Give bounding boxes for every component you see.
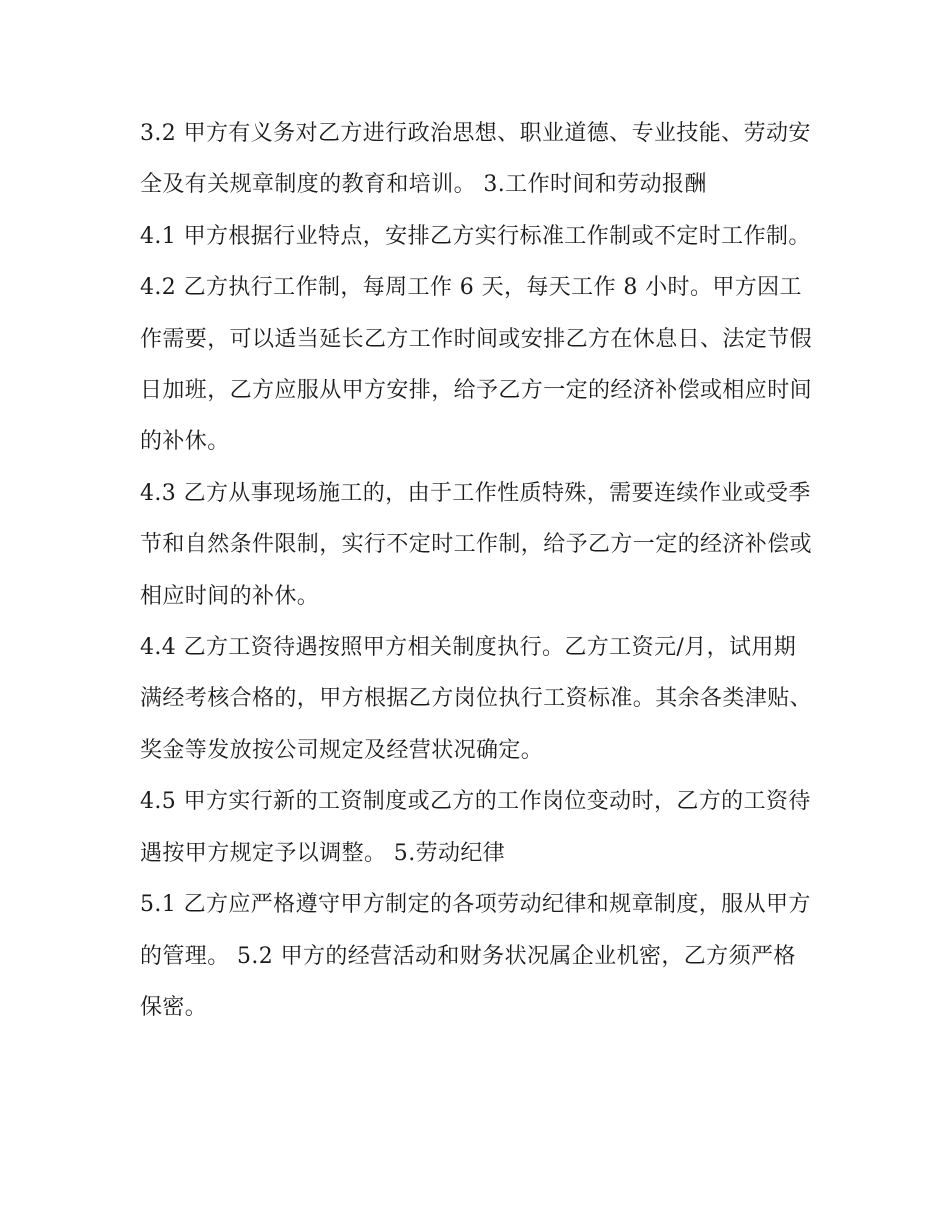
clause-4-2: 4.2 乙方执行工作制，每周工作 6 天，每天工作 8 小时。甲方因工作需要，可以适当延长乙方工作时间或安排乙方在休息日、法定节假日加班，乙方应服从甲方安排，给予乙方一定的经济补偿或相应时间的补休。	[140, 275, 813, 455]
clause-4-4: 4.4 乙方工资待遇按照甲方相关制度执行。乙方工资元/月，试用期满经考核合格的，甲方根据乙方岗位执行工资标准。其余各类津贴、奖金等发放按公司规定及经营状况确定。	[140, 635, 813, 763]
clause-4-3: 4.3 乙方从事现场施工的，由于工作性质特殊，需要连续作业或受季节和自然条件限制，实行不定时工作制，给予乙方一定的经济补偿或相应时间的补休。	[140, 480, 813, 609]
clause-4-1: 4.1 甲方根据行业特点，安排乙方实行标准工作制或不定时工作制。	[140, 223, 811, 249]
clause-3-2: 3.2 甲方有义务对乙方进行政治思想、职业道德、专业技能、劳动安全及有关规章制度的教育和培训。 3.工作时间和劳动报酬	[140, 121, 811, 198]
clause-5-1: 5.1 乙方应严格遵守甲方制定的各项劳动纪律和规章制度，服从甲方的管理。 5.2 甲方的经营活动和财务状况属企业机密，乙方须严格保密。	[140, 892, 811, 1020]
document-body	[140, 108, 815, 1033]
clause-4-5: 4.5 甲方实行新的工资制度或乙方的工作岗位变动时，乙方的工资待遇按甲方规定予以调整。 5.劳动纪律	[140, 789, 811, 866]
